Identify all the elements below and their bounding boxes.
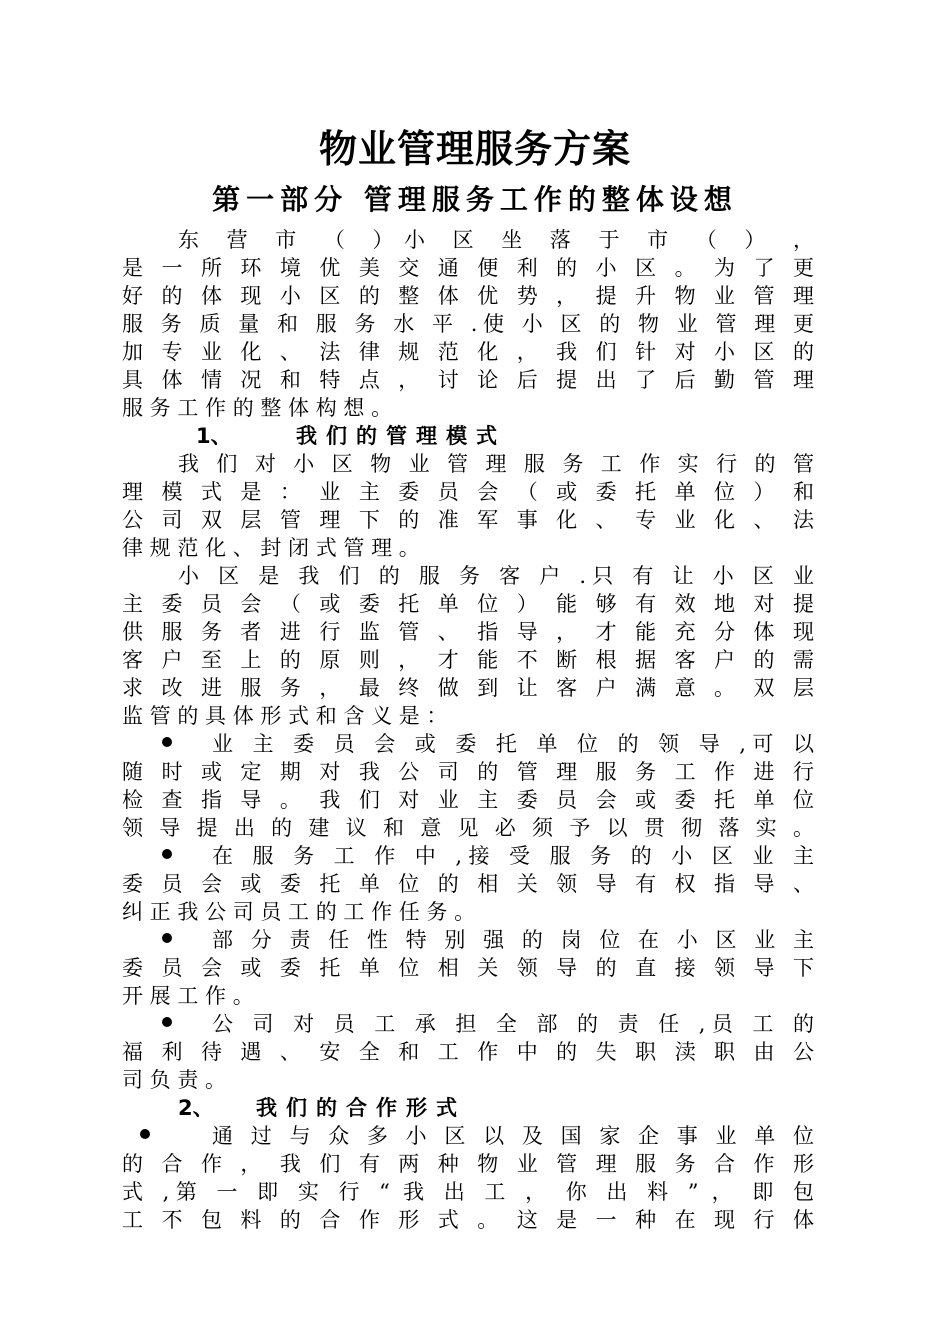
text-line: 随 时 或 定 期 对 我 公 司 的 管 理 服 务 工 作 进 行 — [122, 760, 814, 784]
document-title: 物业管理服务方案 — [318, 127, 631, 171]
text-line: 司 负 责 。 — [122, 1068, 227, 1092]
text-line: 通 过 与 众 多 小 区 以 及 国 家 企 事 业 单 位 — [212, 1124, 814, 1148]
text-line: 委 员 会 或 委 托 单 位 的 相 关 领 导 有 权 指 导 、 — [122, 872, 814, 896]
text-line: 纠 正 我 公 司 员 工 的 工 作 任 务 。 — [122, 900, 476, 924]
text-line: 求 改 进 服 务 ， 最 终 做 到 让 客 户 满 意 。 双 层 — [122, 676, 814, 700]
section-1-number: 1、 — [196, 424, 232, 448]
section-2-heading — [122, 1094, 814, 1122]
section-2-number: 2、 — [178, 1096, 214, 1120]
text-line: 监 管 的 具 体 形 式 和 含 义 是 ： — [122, 704, 448, 728]
text-line: 是 一 所 环 境 优 美 交 通 便 利 的 小 区 。 为 了 更 — [122, 256, 814, 280]
text-line: 理 模 式 是 ： 业 主 委 员 会 （ 或 委 托 单 位 ） 和 — [122, 480, 814, 504]
text-line: 我 们 对 小 区 物 业 管 理 服 务 工 作 实 行 的 管 — [178, 452, 814, 476]
text-line: 领 导 提 出 的 建 议 和 意 见 必 须 予 以 贯 彻 落 实 。 — [122, 816, 814, 840]
section-1-heading — [122, 422, 814, 450]
bullet-item — [122, 1122, 814, 1234]
text-line: 小 区 是 我 们 的 服 务 客 户 .只 有 让 小 区 业 — [178, 564, 814, 588]
bullet-icon — [140, 1129, 150, 1139]
text-line: 工 不 包 料 的 合 作 形 式 。 这 是 一 种 在 现 行 体 — [122, 1208, 814, 1232]
text-line: 好 的 体 现 小 区 的 整 体 优 势 ， 提 升 物 业 管 理 — [122, 284, 814, 308]
text-line: 公 司 对 员 工 承 担 全 部 的 责 任 ,员 工 的 — [212, 1012, 814, 1036]
text-line: 业 主 委 员 会 或 委 托 单 位 的 领 导 ,可 以 — [212, 732, 814, 756]
text-line: 式 ,第 一 即 实 行 “ 我 出 工 ， 你 出 料 ” ， 即 包 — [122, 1180, 814, 1204]
text-line: 福 利 待 遇 、 安 全 和 工 作 中 的 失 职 渎 职 由 公 — [122, 1040, 814, 1064]
text-line: 供 服 务 者 进 行 监 管 、 指 导 ， 才 能 充 分 体 现 — [122, 620, 814, 644]
text-line: 服 务 工 作 的 整 体 构 想 。 — [122, 396, 393, 420]
section-1-paragraph-1 — [122, 450, 814, 562]
bullet-item — [122, 926, 814, 1010]
bullet-icon — [162, 849, 172, 859]
document-body — [122, 226, 814, 1234]
bullet-item — [122, 730, 814, 842]
text-line: 律 规 范 化 、 封 闭 式 管 理 。 — [122, 536, 420, 560]
bullet-item — [122, 842, 814, 926]
text-line: 委 员 会 或 委 托 单 位 相 关 领 导 的 直 接 领 导 下 — [122, 956, 814, 980]
text-line: 服 务 质 量 和 服 务 水 平 .使 小 区 的 物 业 管 理 更 — [122, 312, 814, 336]
text-line: 开 展 工 作 。 — [122, 984, 254, 1008]
intro-paragraph — [122, 226, 814, 422]
bullet-icon — [162, 933, 172, 943]
bullet-icon — [162, 737, 172, 747]
text-line: 主 委 员 会 （ 或 委 托 单 位 ） 能 够 有 效 地 对 提 — [122, 592, 814, 616]
text-line: 公 司 双 层 管 理 下 的 准 军 事 化 、 专 业 化 、 法 — [122, 508, 814, 532]
part-one-heading: 第一部分 管理服务工作的整体设想 — [212, 183, 738, 216]
text-line: 具 体 情 况 和 特 点 ， 讨 论 后 提 出 了 后 勤 管 理 — [122, 368, 814, 392]
text-line: 的 合 作 ， 我 们 有 两 种 物 业 管 理 服 务 合 作 形 — [122, 1152, 814, 1176]
text-line: 在 服 务 工 作 中 ,接 受 服 务 的 小 区 业 主 — [212, 844, 814, 868]
text-line: 加 专 业 化 、 法 律 规 范 化 ， 我 们 针 对 小 区 的 — [122, 340, 814, 364]
bullet-icon — [162, 1017, 172, 1027]
section-1-title: 我们的管理模式 — [296, 424, 506, 448]
text-line: 东 营 市 （ ）小 区 坐 落 于 市 （ ） ， — [178, 228, 814, 252]
section-1-paragraph-2 — [122, 562, 814, 730]
text-line: 客 户 至 上 的 原 则 ， 才 能 不 断 根 据 客 户 的 需 — [122, 648, 814, 672]
bullet-item — [122, 1010, 814, 1094]
section-2-title: 我们的合作形式 — [256, 1096, 466, 1120]
text-line: 检 查 指 导 。 我 们 对 业 主 委 员 会 或 委 托 单 位 — [122, 788, 814, 812]
text-line: 部 分 责 任 性 特 别 强 的 岗 位 在 小 区 业 主 — [212, 928, 814, 952]
